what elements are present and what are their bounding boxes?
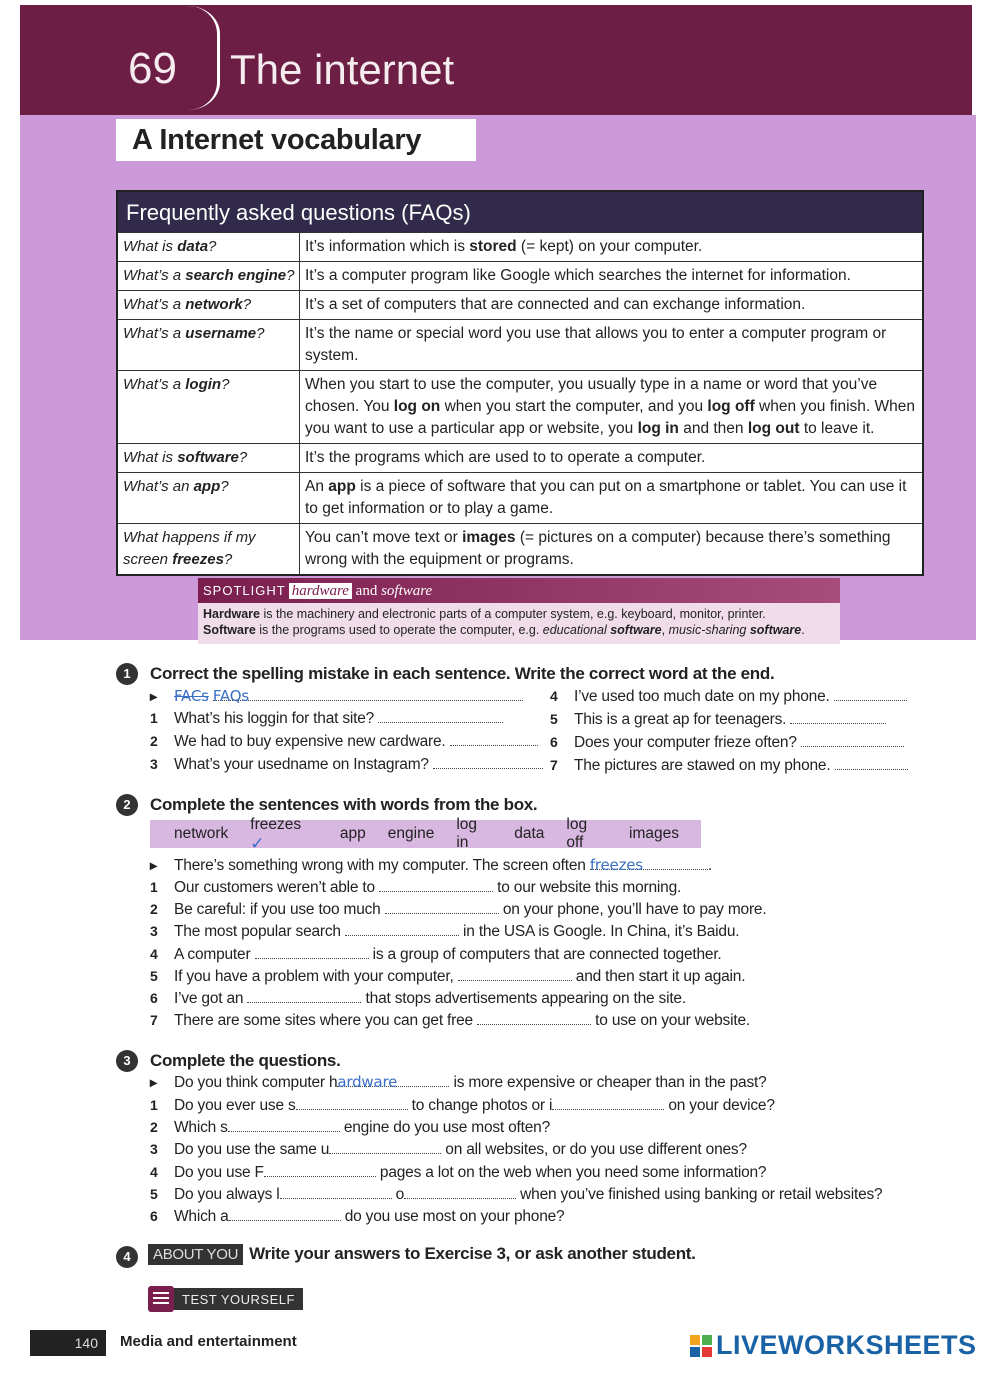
exercise-1-badge: 1 [116, 663, 138, 685]
liveworksheets-logo[interactable] [690, 1330, 977, 1361]
word-box-item: network [174, 825, 229, 842]
item-number: 2 [150, 1119, 158, 1136]
answer-blank[interactable] [345, 922, 459, 936]
answer-blank[interactable] [385, 900, 499, 914]
question-text: o [391, 1185, 405, 1203]
item-number: 4 [550, 688, 558, 704]
answer-blank[interactable] [247, 989, 361, 1003]
chapter-divider [188, 6, 220, 110]
chapter-title: The internet [230, 46, 455, 93]
faq-row [118, 472, 922, 523]
faq-answer: It’s information which is stored (= kept) on your computer. [305, 238, 703, 255]
exercise-2-instruction: Complete the sentences with words from the box. [150, 795, 538, 814]
item-number: 7 [550, 757, 558, 773]
exercise-2-badge: 2 [116, 794, 138, 816]
question-text: Do you ever use s [174, 1097, 296, 1114]
sentence-text: to use on your website. [591, 1012, 750, 1030]
faq-answer: It’s the programs which are used to to operate a computer. [305, 449, 706, 466]
exercise-3-item [150, 1118, 550, 1137]
question-text: Which a [174, 1208, 229, 1225]
check-icon: ✓ [250, 834, 265, 853]
example-answer: ardware [337, 1073, 398, 1091]
item-number: 5 [150, 1185, 158, 1202]
question-text: when you’ve finished using banking or retail websites? [516, 1185, 883, 1203]
item-number: 3 [150, 756, 158, 772]
faq-row [118, 319, 922, 370]
arrow-icon: ▸ [150, 857, 157, 873]
faq-title: Frequently asked questions (FAQs) [118, 192, 922, 232]
sentence-text: There are some sites where you can get free [174, 1012, 478, 1030]
sentence-text: There’s something wrong with my computer. The screen often [174, 857, 590, 874]
answer-blank[interactable] [378, 709, 503, 723]
item-number: 3 [150, 923, 158, 940]
answer-blank[interactable] [477, 1011, 591, 1025]
exercise-3-badge: 3 [116, 1050, 138, 1072]
item-number: 6 [150, 1208, 158, 1224]
question-term: network [185, 296, 243, 313]
item-number: 4 [150, 1163, 158, 1180]
exercise-2-item [150, 878, 681, 897]
item-number: 1 [150, 879, 158, 895]
faq-question [118, 524, 300, 574]
arrow-icon: ▸ [150, 1074, 157, 1090]
page-number: 140 [30, 1330, 106, 1356]
exercise-3-item [150, 1207, 564, 1226]
sentence-text: in the USA is Google. In China, it’s Baidu. [458, 923, 740, 941]
example-answer: FAQs [212, 687, 249, 705]
question-text: on all websites, or do you use different ones? [441, 1141, 747, 1159]
test-yourself-label: TEST YOURSELF [174, 1288, 303, 1310]
example-answer: freezes [589, 856, 643, 874]
question-text: do you use most on your phone? [340, 1208, 565, 1225]
exercise-2-example [150, 856, 712, 875]
exercise-2-item [150, 900, 766, 919]
question-text: is more expensive or cheaper than in the past? [449, 1074, 767, 1091]
sentence-text: What’s your usedname on Instagram? [174, 756, 433, 773]
exercise-1-instruction: Correct the spelling mistake in each sentence. Write the correct word at the end. [150, 664, 775, 683]
exercise-3-item [150, 1163, 766, 1182]
spotlight-box [198, 578, 840, 644]
word-box-item: engine [387, 825, 435, 842]
spotlight-body [198, 603, 840, 641]
question-term: software [177, 449, 239, 466]
spotlight-term: Hardware [203, 607, 260, 621]
question-term: login [185, 376, 222, 393]
question-text: Do you always l [174, 1185, 280, 1203]
question-text: ? [208, 238, 217, 255]
word-box-item: log in [456, 816, 478, 851]
question-text: Do you use the same u [174, 1141, 330, 1159]
sentence-text: and then start it up again. [571, 967, 746, 985]
exercise-2-item [150, 967, 745, 986]
notebook-icon [148, 1286, 174, 1312]
section-name: Media and entertainment [120, 1333, 297, 1350]
sentence-text: I’ve got an [174, 990, 248, 1007]
word-box-item: images [629, 825, 680, 842]
spotlight-example: software [610, 623, 662, 637]
spotlight-header [198, 578, 840, 603]
item-number: 1 [150, 1097, 158, 1113]
answer-blank[interactable] [552, 1096, 664, 1110]
faq-answer: An app is a piece of software that you can put on a smartphone or tablet. You can use it to get information or to play a game. [305, 478, 907, 517]
sentence-text: is a group of computers that are connected together. [368, 945, 722, 963]
exercise-1-item [150, 732, 538, 751]
faq-question [118, 233, 300, 261]
exercise-3-example [150, 1073, 767, 1092]
exercise-4-text: Write your answers to Exercise 3, or ask another student. [249, 1244, 696, 1263]
item-number: 5 [550, 711, 558, 727]
spotlight-definition: is the programs used to operate the computer, e.g. [255, 623, 543, 637]
exercise-3-item [150, 1185, 882, 1204]
example-wrong-word: FACs [174, 687, 209, 705]
sentence-text: Be careful: if you use too much [174, 901, 385, 919]
question-text: ? [223, 551, 233, 568]
spotlight-topic-hardware: hardware [289, 583, 352, 599]
sentence-text: We had to buy expensive new cardware. [174, 733, 450, 750]
question-text: Do you use F [174, 1163, 264, 1181]
question-text: ? [238, 449, 248, 466]
answer-blank[interactable] [329, 1140, 441, 1154]
brand-name: LIVEWORKSHEETS [716, 1330, 977, 1360]
question-text: What’s a [123, 267, 186, 284]
word-box-item: data [514, 825, 545, 842]
sentence-text: . [707, 857, 712, 874]
question-text: ? [242, 296, 252, 313]
exercise-1-item [150, 709, 503, 728]
faq-question [118, 444, 300, 472]
faq-answer: It’s a computer program like Google which searches the internet for information. [305, 267, 851, 284]
question-text: Which s [174, 1119, 228, 1137]
word-box-item: freezes ✓ [250, 816, 302, 853]
faq-question [118, 473, 300, 523]
question-text: to change photos or i [407, 1097, 553, 1114]
item-number: 4 [150, 945, 158, 962]
exercise-4-badge: 4 [116, 1246, 138, 1268]
answer-blank[interactable] [228, 1118, 340, 1132]
exercise-1-item [150, 755, 543, 774]
sentence-text: on your phone, you’ll have to pay more. [498, 901, 767, 919]
spotlight-punct: . [801, 623, 805, 637]
exercise-2-item [150, 922, 739, 941]
answer-blank[interactable] [296, 1096, 408, 1110]
question-term: freezes [172, 551, 224, 568]
answer-blank[interactable] [264, 1163, 376, 1177]
test-yourself-button[interactable] [148, 1286, 303, 1312]
faq-row [118, 232, 922, 261]
word-box-item: app [339, 825, 366, 842]
exercise-1-item [550, 710, 886, 729]
faq-answer: You can’t move text or images (= pictures on a computer) because there’s something wrong with the equipment or programs. [305, 529, 891, 568]
faq-question [118, 371, 300, 443]
sentence-text: Does your computer frieze often? [574, 734, 801, 751]
spotlight-example: music-sharing [668, 623, 750, 637]
word-box-item: log off [566, 816, 588, 851]
section-title: A Internet vocabulary [132, 124, 422, 156]
exercise-3-instruction: Complete the questions. [150, 1051, 341, 1070]
item-number: 3 [150, 1141, 158, 1158]
question-text: ? [256, 325, 265, 342]
question-text: pages a lot on the web when you need some information? [375, 1163, 767, 1181]
answer-blank[interactable] [589, 856, 708, 874]
exercise-2-item [150, 989, 686, 1008]
item-number: 5 [150, 967, 158, 984]
faq-row [118, 370, 922, 443]
answer-blank[interactable] [450, 732, 538, 746]
question-term: search engine [185, 267, 287, 284]
item-number: 6 [550, 734, 558, 750]
exercise-1-example [150, 687, 523, 706]
exercise-1-item [550, 687, 907, 706]
sentence-text: A computer [174, 945, 255, 963]
faq-answer: It’s a set of computers that are connected and can exchange information. [305, 296, 806, 313]
sentence-text: Our customers weren’t able to [174, 879, 380, 896]
faq-question [118, 320, 300, 370]
about-you-tag: ABOUT YOU [148, 1244, 243, 1265]
question-text: What is [123, 238, 178, 255]
sentence-text: If you have a problem with your computer, [174, 967, 458, 985]
word-box [150, 816, 701, 853]
question-text: What’s a [123, 296, 186, 313]
faq-answer: It’s the name or special word you use that allows you to enter a computer program or system. [305, 325, 887, 364]
answer-blank[interactable] [790, 710, 886, 724]
exercise-3-item [150, 1140, 747, 1159]
logo-grid-icon [690, 1335, 712, 1357]
answer-blank[interactable] [834, 687, 908, 701]
faq-question [118, 291, 300, 319]
sentence-text: The pictures are stawed on my phone. [574, 757, 835, 774]
faq-table [116, 190, 924, 576]
sentence-text: I’ve used too much date on my phone. [574, 688, 834, 705]
answer-blank[interactable] [835, 756, 909, 770]
answer-blank[interactable] [280, 1185, 392, 1199]
faq-row [118, 290, 922, 319]
faq-row [118, 443, 922, 472]
question-term: app [193, 478, 221, 495]
item-number: 2 [150, 901, 158, 918]
spotlight-definition: is the machinery and electronic parts of a computer system, e.g. keyboard, monitor, printer. [259, 607, 766, 621]
question-term: username [185, 325, 257, 342]
question-text: ? [286, 267, 295, 284]
spotlight-term: Software [203, 623, 256, 637]
faq-row [118, 261, 922, 290]
answer-blank[interactable] [255, 945, 369, 959]
faq-row [118, 523, 922, 574]
answer-blank[interactable] [229, 1207, 341, 1221]
exercise-4-instruction [148, 1244, 696, 1265]
answer-blank[interactable] [801, 733, 904, 747]
sentence-text: What’s his loggin for that site? [174, 710, 379, 727]
question-text: What’s a [123, 325, 186, 342]
answer-blank[interactable] [433, 755, 543, 769]
item-number: 7 [150, 1012, 158, 1029]
question-text: ? [221, 376, 230, 393]
faq-question [118, 262, 300, 290]
answer-blank[interactable] [458, 967, 572, 981]
exercise-3-item [150, 1096, 775, 1115]
spotlight-punct: , [661, 623, 669, 637]
spotlight-example: software [749, 623, 802, 637]
spotlight-topic-software: software [381, 583, 433, 599]
spotlight-example: educational [542, 623, 611, 637]
faq-answer: When you start to use the computer, you usually type in a name or word that you’ve chosen. You log on when you start the computer, and you log off when you finish. When you want to use a particular app or website, you log in and then log out to leave it. [305, 376, 915, 437]
question-text: Do you think computer h [174, 1074, 338, 1091]
answer-blank[interactable] [404, 1185, 516, 1199]
question-text: What happens if my screen [123, 529, 256, 568]
question-text: What is [123, 449, 178, 466]
exercise-1-item [550, 733, 904, 752]
answer-blank[interactable] [337, 1073, 449, 1091]
exercise-2-item [150, 1011, 750, 1030]
exercise-2-item [150, 945, 722, 964]
question-text: ? [220, 478, 229, 495]
sentence-text: The most popular search [174, 923, 345, 941]
answer-blank[interactable] [379, 878, 493, 892]
question-text: on your device? [664, 1097, 775, 1114]
item-number: 2 [150, 733, 158, 749]
sentence-text: to our website this morning. [493, 879, 682, 896]
item-number: 6 [150, 990, 158, 1006]
chapter-number: 69 [128, 44, 177, 93]
spotlight-label: SPOTLIGHT [203, 583, 286, 598]
question-text: What’s an [123, 478, 194, 495]
arrow-icon: ▸ [150, 688, 157, 704]
question-text: engine do you use most often? [339, 1119, 551, 1137]
sentence-text: This is a great ap for teenagers. [574, 711, 791, 728]
exercise-1-item [550, 756, 908, 775]
sentence-text: that stops advertisements appearing on the site. [361, 990, 686, 1007]
question-term: data [177, 238, 209, 255]
spotlight-topic-and: and [351, 583, 382, 599]
item-number: 1 [150, 710, 158, 726]
answer-blank[interactable] [212, 687, 523, 705]
question-text: What’s a [123, 376, 186, 393]
